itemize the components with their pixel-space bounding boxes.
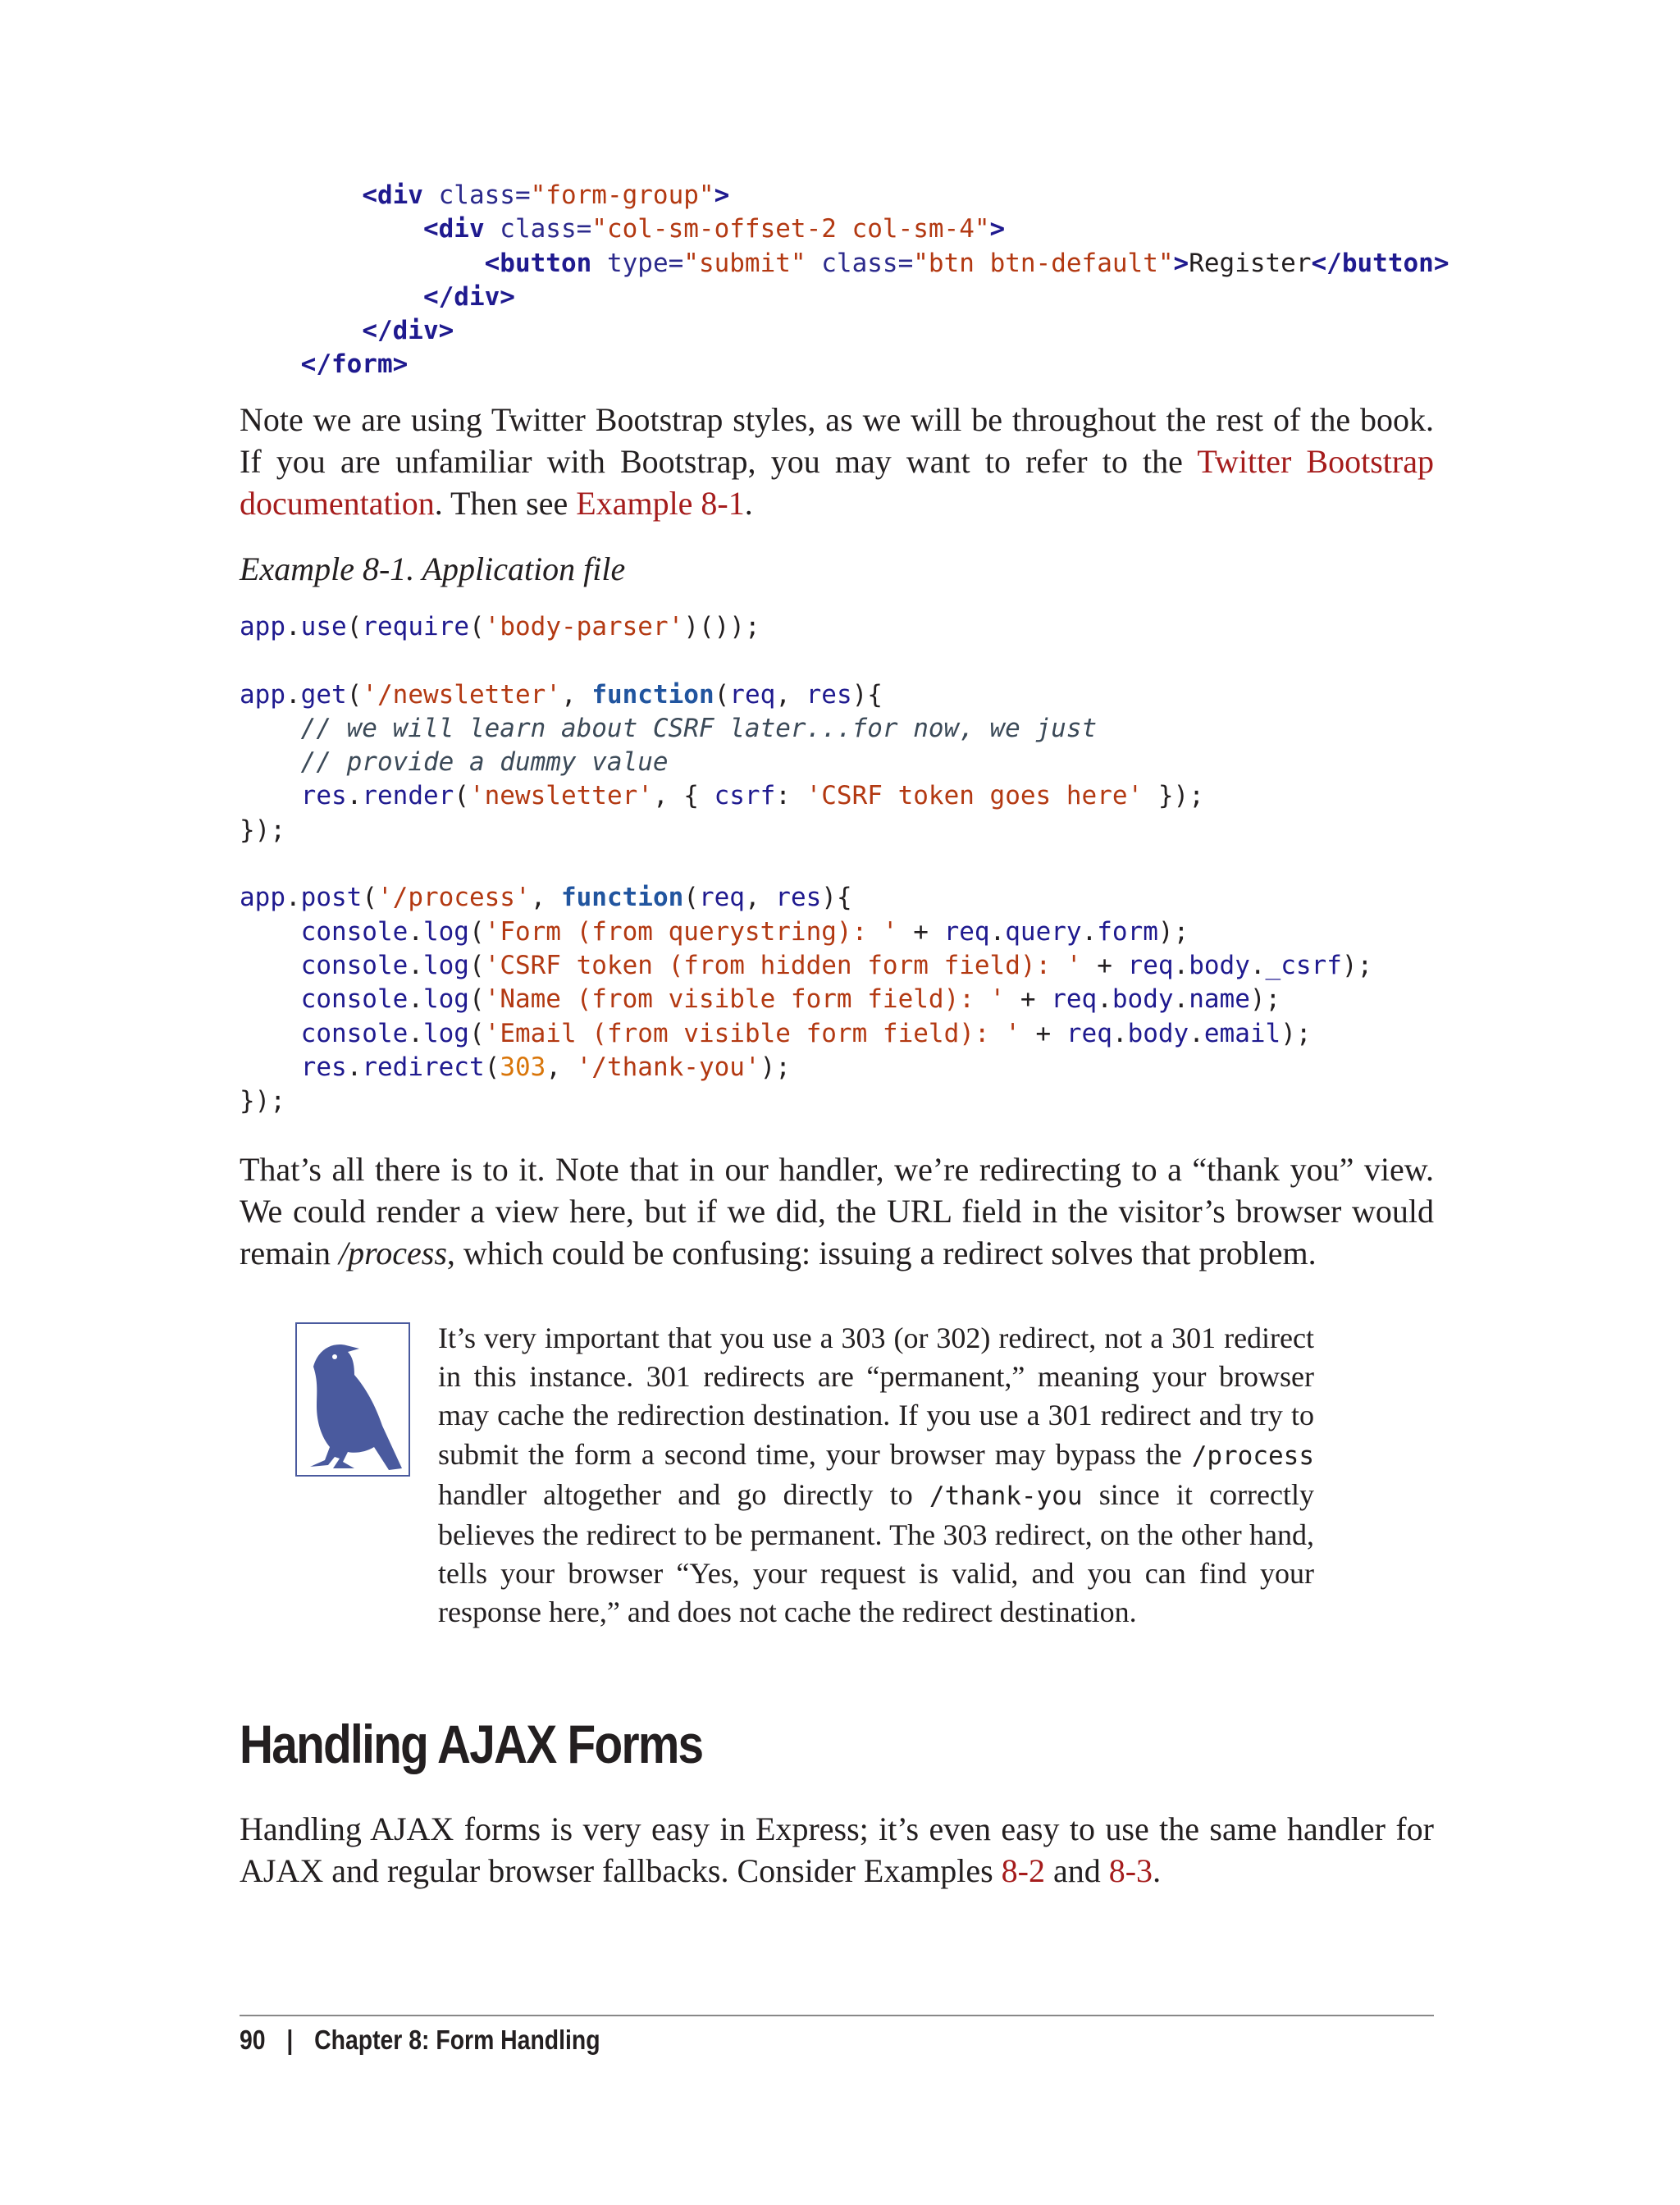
code-line: res.render('newsletter', { csrf: 'CSRF token goes here' }); bbox=[300, 781, 1204, 811]
note-icon-frame bbox=[295, 1322, 410, 1477]
code-line: app.get('/newsletter', function(req, res){ bbox=[240, 679, 883, 710]
note-text-segment: since it correctly believes the redirect to be permanent. The 303 redirect, on the other hand, tells your browser “Yes, your request is valid, and you can find your response here,” and does not cache the redirect destination. bbox=[438, 1477, 1315, 1629]
code-line: app.post('/process', function(req, res){ bbox=[240, 883, 852, 913]
path-process: /process bbox=[339, 1235, 447, 1271]
code-line: // we will learn about CSRF later...for now, we just bbox=[300, 713, 1098, 743]
code-line: app.use(require('body-parser')()); bbox=[240, 612, 760, 641]
paragraph-ajax-intro bbox=[240, 1808, 1434, 1892]
link-example-8-2[interactable]: 8-2 bbox=[1001, 1852, 1045, 1889]
link-example-8-1[interactable]: Example 8-1 bbox=[576, 485, 745, 522]
code-line: }); bbox=[240, 1086, 285, 1116]
code-line: </div> bbox=[422, 281, 515, 312]
chapter-title: Chapter 8: Form Handling bbox=[314, 2025, 600, 2055]
note-warning-text bbox=[438, 1319, 1314, 1632]
inline-code-process: /process bbox=[1191, 1440, 1314, 1471]
code-line: console.log('Name (from visible form field): ' + req.body.name); bbox=[300, 984, 1281, 1015]
page-footer bbox=[240, 2025, 600, 2056]
code-listing-application-file bbox=[240, 610, 1372, 1118]
paragraph-text: Handling AJAX forms is very easy in Express; it’s even easy to use the same handler for AJAX and regular browser fallbacks. Consider Examples bbox=[240, 1810, 1434, 1889]
code-line: <div class="col-sm-offset-2 col-sm-4"> bbox=[422, 214, 1006, 244]
code-line: <div class="form-group"> bbox=[362, 180, 730, 210]
code-line: // provide a dummy value bbox=[300, 747, 669, 778]
paragraph-text: . Then see bbox=[434, 485, 577, 522]
paragraph-bootstrap-note bbox=[240, 399, 1434, 524]
paragraph-text: That’s all there is to it. Note that in our handler, we’re redirecting to a “thank you” view. We could render a view here, but if we did, the URL field in the visitor’s browser would remain bbox=[240, 1151, 1434, 1271]
section-heading: Handling AJAX Forms bbox=[240, 1714, 703, 1774]
code-line: console.log('CSRF token (from hidden form field): ' + req.body._csrf); bbox=[300, 950, 1373, 980]
note-text-segment: It’s very important that you use a 303 (or 302) redirect, not a 301 redirect in this instance. 301 redirects are “permanent,” meaning your browser may cache the redirection destination. If you use a 301 redirect and try to submit the form a second time, your browser may bypass the bbox=[438, 1322, 1314, 1471]
code-line: <button type="submit" class="btn btn-default">Register</button> bbox=[484, 248, 1449, 278]
code-line: }); bbox=[240, 815, 285, 845]
example-caption: Example 8-1. Application file bbox=[240, 550, 626, 587]
code-line: </div> bbox=[362, 316, 454, 346]
paragraph-text: , which could be confusing: issuing a redirect solves that problem. bbox=[446, 1235, 1317, 1271]
paragraph-redirect-explanation bbox=[240, 1148, 1434, 1274]
note-text-segment: handler altogether and go directly to bbox=[438, 1477, 929, 1511]
code-listing-form-end bbox=[240, 179, 1449, 382]
paragraph-text: Note we are using Twitter Bootstrap styles, as we will be throughout the rest of the book. If you are unfamiliar with Bootstrap, you may want to refer to the bbox=[240, 401, 1434, 480]
link-twitter-bootstrap-docs[interactable]: Twitter Bootstrap documentation bbox=[240, 443, 1434, 522]
inline-code-thank-you: /thank-you bbox=[929, 1481, 1083, 1511]
crow-icon bbox=[297, 1324, 409, 1475]
page-number: 90 bbox=[240, 2025, 266, 2055]
footer-separator: | bbox=[286, 2025, 294, 2055]
footer-divider bbox=[240, 2015, 1434, 2016]
paragraph-text: . bbox=[744, 485, 753, 522]
code-line: console.log('Email (from visible form field): ' + req.body.email); bbox=[300, 1018, 1312, 1048]
link-example-8-3[interactable]: 8-3 bbox=[1108, 1852, 1153, 1889]
paragraph-text: and bbox=[1044, 1852, 1109, 1889]
code-line: res.redirect(303, '/thank-you'); bbox=[300, 1052, 791, 1082]
code-line: </form> bbox=[300, 349, 409, 380]
code-line: console.log('Form (from querystring): ' + req.query.form); bbox=[300, 916, 1189, 947]
paragraph-text: . bbox=[1153, 1852, 1162, 1889]
